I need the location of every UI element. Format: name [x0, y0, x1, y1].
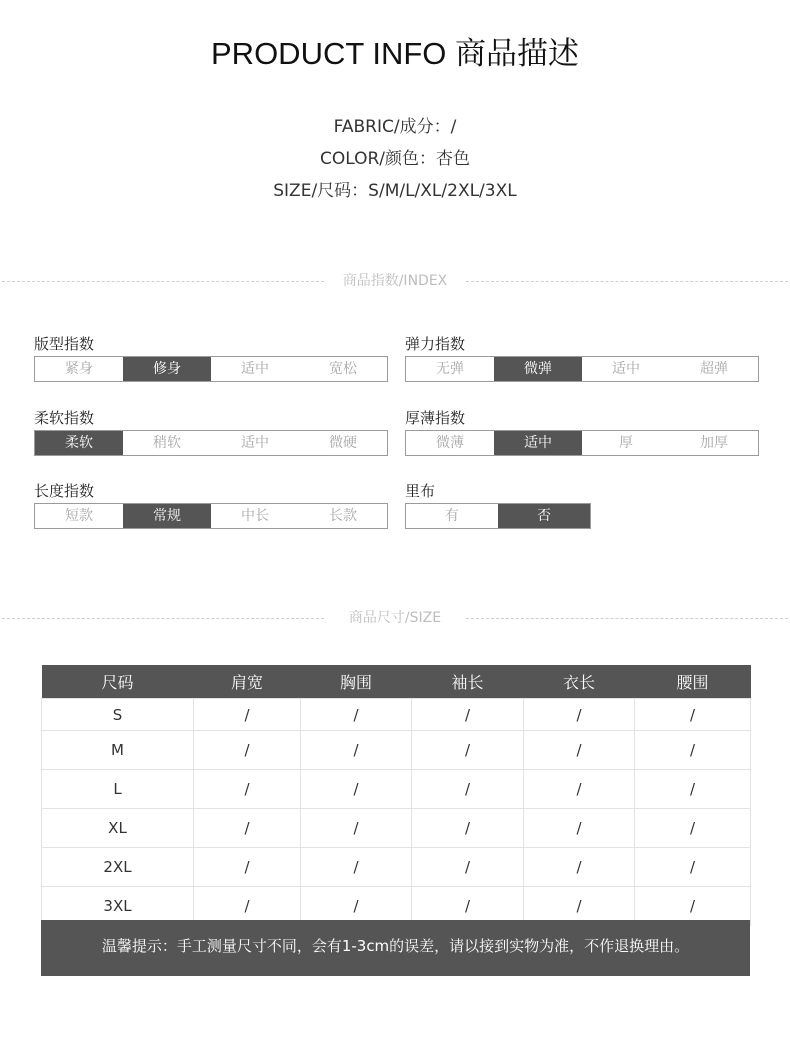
measure-cell: /	[635, 809, 751, 848]
measure-cell: /	[301, 848, 412, 887]
measure-cell: /	[412, 770, 524, 809]
measure-cell: /	[412, 809, 524, 848]
measure-cell: /	[412, 848, 524, 887]
header-waist: 腰围	[635, 665, 751, 699]
soft-option: 适中	[241, 435, 269, 451]
size-cell: 3XL	[42, 887, 194, 926]
measure-cell: /	[301, 887, 412, 926]
elastic-option: 超弹	[700, 361, 728, 377]
length-option: 长款	[329, 508, 357, 524]
fit-index-scale	[34, 356, 388, 382]
elastic-option: 适中	[612, 361, 640, 377]
size-table	[41, 665, 751, 926]
measure-cell: /	[194, 731, 301, 770]
length-index-scale	[34, 503, 388, 529]
lining-option: 否	[498, 504, 590, 528]
measure-cell: /	[301, 731, 412, 770]
thick-option: 适中	[494, 431, 582, 455]
measure-cell: /	[301, 699, 412, 731]
size-cell: L	[42, 770, 194, 809]
measure-cell: /	[194, 809, 301, 848]
fit-option: 宽松	[329, 361, 357, 377]
measure-cell: /	[412, 887, 524, 926]
elastic-option: 微弹	[494, 357, 582, 381]
size-cell: M	[42, 731, 194, 770]
thick-option: 微薄	[436, 435, 464, 451]
measure-cell: /	[412, 699, 524, 731]
size-cell: XL	[42, 809, 194, 848]
fit-option: 适中	[241, 361, 269, 377]
thickness-index-label: 厚薄指数	[405, 409, 466, 427]
size-row	[42, 809, 751, 848]
size-row	[42, 731, 751, 770]
soft-option: 柔软	[35, 431, 123, 455]
size-cell: 2XL	[42, 848, 194, 887]
soft-option: 稍软	[153, 435, 181, 451]
thickness-index-scale	[405, 430, 759, 456]
header-shoulder: 肩宽	[194, 665, 301, 699]
measure-cell: /	[635, 848, 751, 887]
soft-option: 微硬	[329, 435, 357, 451]
elastic-index-scale	[405, 356, 759, 382]
soft-index-label: 柔软指数	[34, 409, 95, 427]
fabric-info: FABRIC/成分：/	[333, 117, 457, 137]
elastic-option: 无弹	[436, 361, 464, 377]
measure-cell: /	[412, 731, 524, 770]
length-option: 中长	[241, 508, 269, 524]
measure-cell: /	[524, 731, 635, 770]
lining-scale	[405, 503, 591, 529]
measure-cell: /	[635, 699, 751, 731]
elastic-index-label: 弹力指数	[405, 335, 466, 353]
measure-cell: /	[524, 699, 635, 731]
thick-option: 加厚	[700, 435, 728, 451]
thick-option: 厚	[619, 435, 633, 451]
measure-cell: /	[301, 809, 412, 848]
measure-cell: /	[635, 887, 751, 926]
measure-cell: /	[194, 699, 301, 731]
measure-cell: /	[301, 770, 412, 809]
measure-cell: /	[635, 731, 751, 770]
page-title: PRODUCT INFO 商品描述	[211, 36, 579, 71]
size-table-header	[42, 665, 751, 699]
length-option: 常规	[123, 504, 211, 528]
header-bust: 胸围	[301, 665, 412, 699]
measure-cell: /	[194, 848, 301, 887]
index-divider	[0, 271, 790, 291]
length-option: 短款	[65, 508, 93, 524]
size-info: SIZE/尺码：S/M/L/XL/2XL/3XL	[273, 181, 517, 201]
measure-cell: /	[524, 848, 635, 887]
size-divider	[0, 608, 790, 628]
measure-cell: /	[524, 770, 635, 809]
fit-option: 紧身	[65, 361, 93, 377]
index-divider-label: 商品指数/INDEX	[342, 273, 448, 289]
header-length: 衣长	[524, 665, 635, 699]
measure-cell: /	[524, 887, 635, 926]
size-cell: S	[42, 699, 194, 731]
measure-cell: /	[194, 770, 301, 809]
size-divider-label: 商品尺寸/SIZE	[348, 610, 442, 626]
fit-option: 修身	[123, 357, 211, 381]
size-row	[42, 699, 751, 731]
lining-option: 有	[445, 508, 459, 524]
soft-index-scale	[34, 430, 388, 456]
measure-cell: /	[194, 887, 301, 926]
measure-cell: /	[524, 809, 635, 848]
size-row	[42, 770, 751, 809]
size-row	[42, 848, 751, 887]
lining-label: 里布	[405, 482, 436, 500]
size-tip: 温馨提示：手工测量尺寸不同，会有1-3cm的误差，请以接到实物为准，不作退换理由。	[41, 920, 750, 976]
fit-index-label: 版型指数	[34, 335, 95, 353]
header-size: 尺码	[42, 665, 194, 699]
measure-cell: /	[635, 770, 751, 809]
header-sleeve: 袖长	[412, 665, 524, 699]
length-index-label: 长度指数	[34, 482, 95, 500]
color-info: COLOR/颜色：杏色	[319, 149, 471, 169]
